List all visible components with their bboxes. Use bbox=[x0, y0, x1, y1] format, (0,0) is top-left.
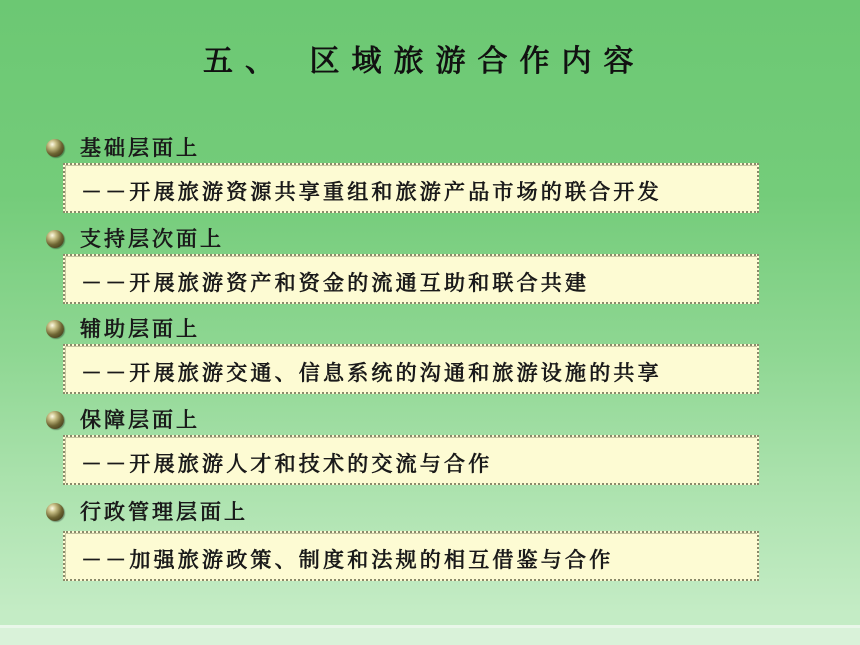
section-content-box bbox=[63, 435, 759, 485]
section-heading: 辅助层面上 bbox=[80, 316, 200, 341]
section-heading: 基础层面上 bbox=[80, 135, 200, 160]
sphere-bullet-icon bbox=[46, 503, 64, 521]
section-heading: 支持层次面上 bbox=[80, 226, 224, 251]
section-content-box bbox=[63, 344, 759, 394]
section-content-text: －－开展旅游资产和资金的流通互助和联合共建 bbox=[81, 270, 590, 295]
section-content-text: －－开展旅游交通、信息系统的沟通和旅游设施的共享 bbox=[81, 360, 662, 385]
section-content-box bbox=[63, 254, 759, 304]
sphere-bullet-icon bbox=[46, 139, 64, 157]
section-content-text: －－加强旅游政策、制度和法规的相互借鉴与合作 bbox=[81, 547, 614, 572]
section-content-text: －－开展旅游人才和技术的交流与合作 bbox=[81, 451, 493, 476]
section-heading: 保障层面上 bbox=[80, 407, 200, 432]
section-content-box bbox=[63, 531, 759, 581]
sphere-bullet-icon bbox=[46, 320, 64, 338]
footer-band bbox=[0, 628, 860, 645]
sphere-bullet-icon bbox=[46, 411, 64, 429]
sphere-bullet-icon bbox=[46, 230, 64, 248]
section-content-box bbox=[63, 163, 759, 213]
page-title: 五、 区域旅游合作内容 bbox=[203, 44, 646, 79]
section-heading: 行政管理层面上 bbox=[80, 499, 248, 524]
section-content-text: －－开展旅游资源共享重组和旅游产品市场的联合开发 bbox=[81, 179, 662, 204]
